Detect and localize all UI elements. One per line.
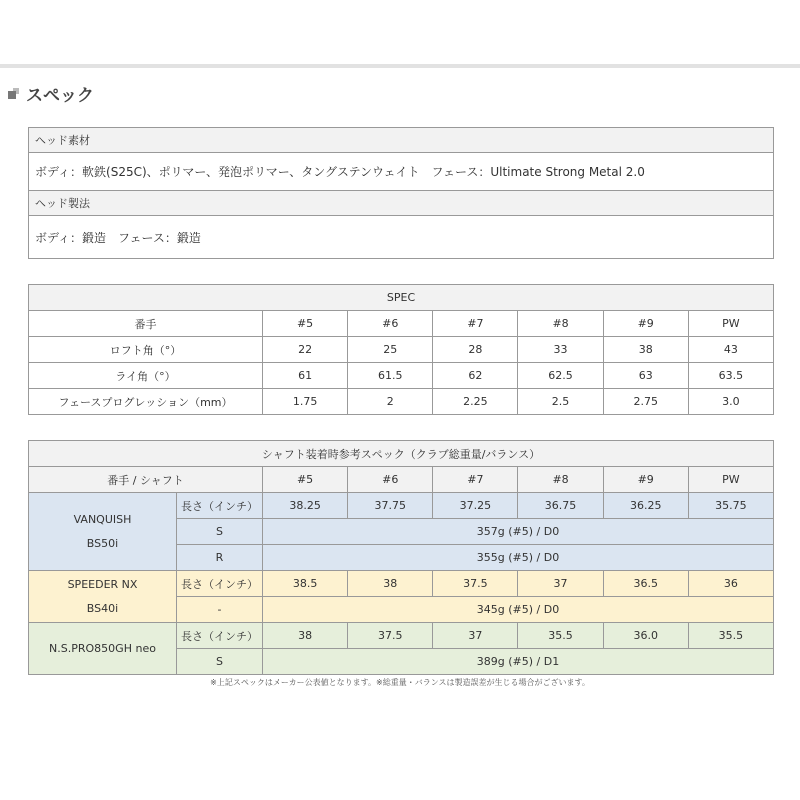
shaft-spec-table: [28, 440, 774, 675]
table-row: [29, 623, 774, 649]
header-cell: PW: [688, 311, 773, 337]
material-label: ヘッド素材: [29, 128, 774, 153]
method-value: ボディ：鍛造 フェース：鍛造: [29, 216, 774, 259]
cell: 36.5: [603, 571, 688, 597]
square-bullet-icon: [8, 88, 20, 100]
cell: 35.75: [688, 493, 773, 519]
cell: 38: [263, 623, 348, 649]
header-cell: #7: [433, 467, 518, 493]
header-cell: #9: [603, 467, 688, 493]
shaft-title: シャフト装着時参考スペック（クラブ総重量/バランス）: [29, 441, 774, 467]
cell: 36.25: [603, 493, 688, 519]
length-label: 長さ（インチ）: [177, 571, 263, 597]
flex-label: R: [177, 545, 263, 571]
header-cell: #5: [263, 467, 348, 493]
header-cell: #9: [603, 311, 688, 337]
cell: 37.5: [348, 623, 433, 649]
shaft-name-line: BS50i: [86, 536, 119, 550]
cell: 35.5: [688, 623, 773, 649]
length-label: 長さ（インチ）: [177, 493, 263, 519]
cell: 63.5: [688, 363, 773, 389]
cell: 62.5: [518, 363, 603, 389]
header-cell: PW: [688, 467, 773, 493]
shaft-name-line: BS40i: [86, 601, 119, 615]
top-band: [0, 0, 800, 68]
cell: 33: [518, 337, 603, 363]
cell: 37: [518, 571, 603, 597]
section-title: スペック: [26, 86, 94, 106]
section-heading: [8, 81, 94, 106]
spec-header-row: [29, 311, 774, 337]
cell: 37: [433, 623, 518, 649]
table-row: [29, 337, 774, 363]
cell: 2.25: [433, 389, 518, 415]
cell: 2.5: [518, 389, 603, 415]
header-cell: #8: [518, 311, 603, 337]
cell: 36: [688, 571, 773, 597]
weight-balance: 345g (#5) / D0: [263, 597, 774, 623]
spec-table: [28, 284, 774, 415]
cell: 61.5: [348, 363, 433, 389]
cell: 36.75: [518, 493, 603, 519]
weight-balance: 357g (#5) / D0: [263, 519, 774, 545]
cell: 36.0: [603, 623, 688, 649]
cell: 37.75: [348, 493, 433, 519]
header-cell: #5: [263, 311, 348, 337]
cell: 3.0: [688, 389, 773, 415]
cell: 2: [348, 389, 433, 415]
header-cell: #6: [348, 467, 433, 493]
table-row: [29, 389, 774, 415]
cell: 62: [433, 363, 518, 389]
flex-label: S: [177, 519, 263, 545]
header-cell: 番手: [29, 311, 263, 337]
weight-balance: 355g (#5) / D0: [263, 545, 774, 571]
cell: 61: [263, 363, 348, 389]
header-cell: #7: [433, 311, 518, 337]
header-cell: 番手 / シャフト: [29, 467, 263, 493]
length-label: 長さ（インチ）: [177, 623, 263, 649]
shaft-header-row: [29, 467, 774, 493]
cell: 43: [688, 337, 773, 363]
cell: 22: [263, 337, 348, 363]
method-label: ヘッド製法: [29, 191, 774, 216]
cell: 37.25: [433, 493, 518, 519]
cell: 1.75: [263, 389, 348, 415]
row-label: フェースプログレッション（mm）: [29, 389, 263, 415]
footnote: ※上記スペックはメーカー公表値となります。※総重量・バランスは製造誤差が生じる場合がございます。: [210, 678, 590, 687]
table-row: [29, 571, 774, 597]
shaft-name-line: SPEEDER NX: [67, 577, 138, 591]
shaft-name: N.S.PRO850GH neo: [29, 623, 177, 675]
cell: 38: [348, 571, 433, 597]
material-value: ボディ：軟鉄(S25C)、ポリマー、発泡ポリマー、タングステンウェイト フェース：Ultimate Strong Metal 2.0: [29, 153, 774, 191]
row-label: ロフト角（°）: [29, 337, 263, 363]
cell: 35.5: [518, 623, 603, 649]
cell: 38.25: [263, 493, 348, 519]
flex-label: -: [177, 597, 263, 623]
cell: 37.5: [433, 571, 518, 597]
spec-title: SPEC: [29, 285, 774, 311]
table-row: [29, 493, 774, 519]
cell: 25: [348, 337, 433, 363]
cell: 38.5: [263, 571, 348, 597]
cell: 2.75: [603, 389, 688, 415]
cell: 63: [603, 363, 688, 389]
row-label: ライ角（°）: [29, 363, 263, 389]
flex-label: S: [177, 649, 263, 675]
shaft-name: [29, 571, 177, 623]
cell: 38: [603, 337, 688, 363]
weight-balance: 389g (#5) / D1: [263, 649, 774, 675]
header-cell: #8: [518, 467, 603, 493]
head-info-table: [28, 127, 774, 259]
header-cell: #6: [348, 311, 433, 337]
shaft-name: [29, 493, 177, 571]
shaft-name-line: VANQUISH: [73, 512, 132, 526]
cell: 28: [433, 337, 518, 363]
table-row: [29, 363, 774, 389]
